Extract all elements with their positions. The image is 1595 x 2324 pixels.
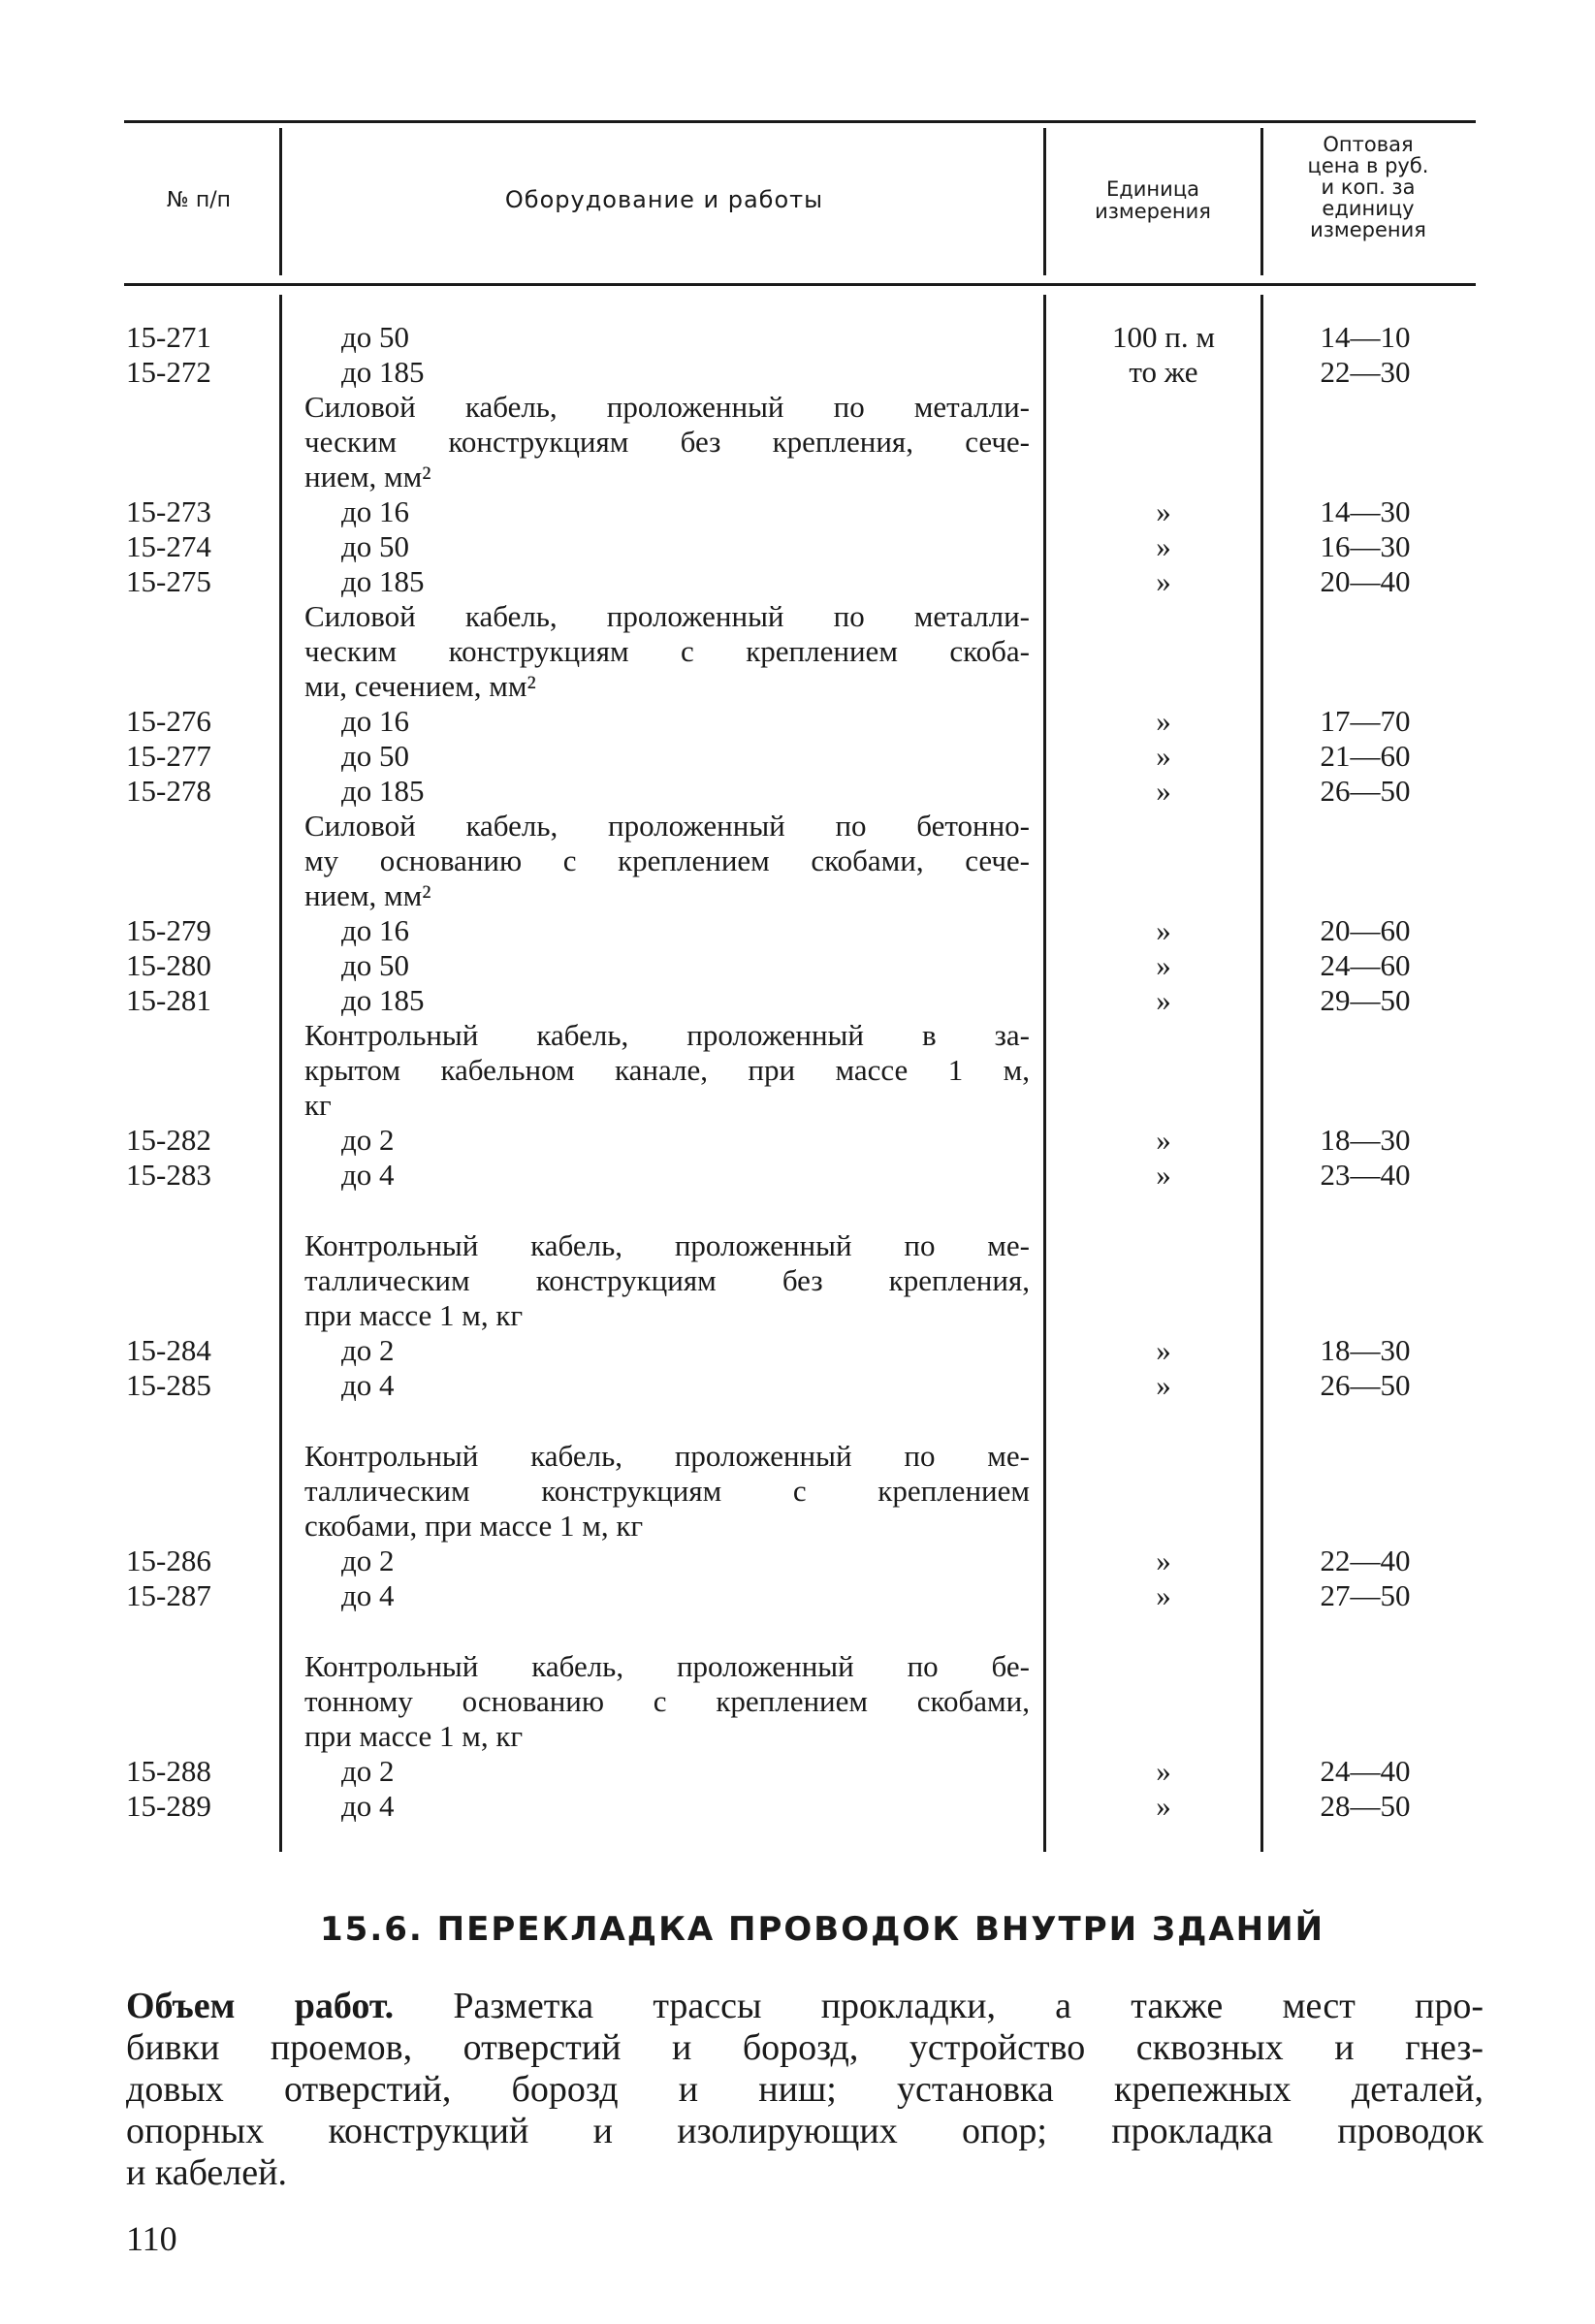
row-unit: » — [1156, 1368, 1171, 1402]
column-divider-2-body — [1043, 295, 1046, 1852]
row-number: 15-271 — [126, 320, 211, 354]
row-number: 15-273 — [126, 494, 211, 528]
row-description: до 2 — [341, 1333, 395, 1367]
group-heading-line: Контрольный кабель, проложенный в за- — [304, 1018, 1030, 1052]
row-price: 18—30 — [1320, 1123, 1411, 1157]
row-description: до 50 — [341, 739, 410, 773]
row-unit: » — [1156, 739, 1171, 773]
row-price: 14—30 — [1320, 494, 1411, 528]
row-unit: » — [1156, 1123, 1171, 1157]
row-unit: » — [1156, 1754, 1171, 1788]
row-description: до 16 — [341, 494, 410, 528]
row-price: 18—30 — [1320, 1333, 1411, 1367]
paragraph-line: и кабелей. — [126, 2152, 287, 2193]
table-top-rule — [124, 120, 1476, 123]
row-unit: » — [1156, 529, 1171, 563]
row-number: 15-282 — [126, 1123, 211, 1157]
row-price: 22—30 — [1320, 355, 1411, 389]
row-description: до 185 — [341, 774, 425, 808]
header-unit-line-2: измерения — [1095, 200, 1211, 223]
row-price: 26—50 — [1320, 1368, 1411, 1402]
group-heading-line: крытом кабельном канале, при массе 1 м, — [304, 1053, 1030, 1087]
row-price: 14—10 — [1320, 320, 1411, 354]
row-price: 28—50 — [1320, 1789, 1411, 1823]
row-description: до 185 — [341, 355, 425, 389]
section-title: 15.6. ПЕРЕКЛАДКА ПРОВОДОК ВНУТРИ ЗДАНИЙ — [320, 1910, 1325, 1949]
row-description: до 4 — [341, 1368, 395, 1402]
row-number: 15-285 — [126, 1368, 211, 1402]
header-price-line-5: измерения — [1310, 218, 1426, 241]
paragraph-line: довых отверстий, борозд и ниш; установка крепежных деталей, — [126, 2069, 1483, 2110]
row-price: 16—30 — [1320, 529, 1411, 563]
row-unit: » — [1156, 1789, 1171, 1823]
row-unit: » — [1156, 564, 1171, 598]
group-heading-line: тонному основанию с креплением скобами, — [304, 1684, 1030, 1718]
row-price: 20—40 — [1320, 564, 1411, 598]
column-divider-3 — [1260, 128, 1263, 275]
row-description: до 50 — [341, 948, 410, 982]
group-heading — [304, 1228, 1030, 1333]
group-heading-line: кг — [304, 1088, 332, 1122]
row-price: 24—60 — [1320, 948, 1411, 982]
row-unit: » — [1156, 1158, 1171, 1192]
row-description: до 4 — [341, 1158, 395, 1192]
row-number: 15-275 — [126, 564, 211, 598]
column-divider-2 — [1043, 128, 1046, 275]
row-number: 15-289 — [126, 1789, 211, 1823]
group-heading-line: нием, мм² — [304, 878, 431, 912]
row-description: до 50 — [341, 320, 410, 354]
row-unit: 100 п. м — [1112, 320, 1215, 354]
group-heading-line: Контрольный кабель, проложенный по ме- — [304, 1228, 1030, 1262]
header-price-line-3: и коп. за — [1321, 175, 1416, 199]
group-heading-line: скобами, при массе 1 м, кг — [304, 1509, 644, 1543]
row-number: 15-278 — [126, 774, 211, 808]
group-heading-line: при массе 1 м, кг — [304, 1298, 524, 1332]
column-divider-1-body — [279, 295, 282, 1852]
row-description: до 2 — [341, 1544, 395, 1577]
row-price: 23—40 — [1320, 1158, 1411, 1192]
row-unit: » — [1156, 1333, 1171, 1367]
column-divider-1 — [279, 128, 282, 275]
row-number: 15-274 — [126, 529, 211, 563]
paragraph-lead: Объем работ. — [126, 1986, 395, 2026]
row-number: 15-288 — [126, 1754, 211, 1788]
row-description: до 185 — [341, 564, 425, 598]
group-heading — [304, 390, 1030, 494]
row-number: 15-277 — [126, 739, 211, 773]
page-number: 110 — [126, 2219, 177, 2258]
group-heading-line: Контрольный кабель, проложенный по ме- — [304, 1439, 1030, 1473]
group-heading-line: му основанию с креплением скобами, сече- — [304, 844, 1030, 877]
group-heading-line: при массе 1 м, кг — [304, 1719, 524, 1753]
header-work: Оборудование и работы — [504, 186, 824, 213]
header-unit-line-1: Единица — [1106, 177, 1199, 201]
row-description: до 16 — [341, 913, 410, 947]
group-heading — [304, 599, 1030, 704]
header-price-line-4: единицу — [1322, 197, 1415, 220]
row-description: до 50 — [341, 529, 410, 563]
row-number: 15-283 — [126, 1158, 211, 1192]
row-description: до 2 — [341, 1123, 395, 1157]
row-description: до 185 — [341, 983, 425, 1017]
row-unit: » — [1156, 1544, 1171, 1577]
row-unit: » — [1156, 948, 1171, 982]
header-number: № п/п — [166, 188, 232, 212]
row-number: 15-287 — [126, 1578, 211, 1612]
group-heading-line: Силовой кабель, проложенный по бетонно- — [304, 809, 1030, 843]
row-price: 21—60 — [1320, 739, 1411, 773]
row-unit: » — [1156, 774, 1171, 808]
row-price: 26—50 — [1320, 774, 1411, 808]
paragraph-line — [126, 1986, 1483, 2027]
row-description: до 4 — [341, 1578, 395, 1612]
header-unit — [1049, 178, 1257, 223]
group-heading-line: Контрольный кабель, проложенный по бе- — [304, 1649, 1030, 1683]
header-price-line-1: Оптовая — [1323, 133, 1414, 156]
row-number: 15-276 — [126, 704, 211, 738]
row-unit: » — [1156, 1578, 1171, 1612]
group-heading — [304, 1649, 1030, 1754]
row-unit: » — [1156, 494, 1171, 528]
section-paragraph — [126, 1986, 1483, 2194]
paragraph-line-text: Разметка трассы прокладки, а также мест про- — [394, 1986, 1483, 2026]
row-unit: то же — [1129, 355, 1198, 389]
group-heading-line: ческим конструкциям без крепления, сече- — [304, 425, 1030, 459]
row-unit: » — [1156, 983, 1171, 1017]
group-heading-line: таллическим конструкциям без крепления, — [304, 1263, 1030, 1297]
row-price: 24—40 — [1320, 1754, 1411, 1788]
row-number: 15-279 — [126, 913, 211, 947]
row-price: 20—60 — [1320, 913, 1411, 947]
group-heading-line: ческим конструкциям с креплением скоба- — [304, 634, 1030, 668]
row-price: 29—50 — [1320, 983, 1411, 1017]
group-heading — [304, 809, 1030, 913]
group-heading — [304, 1439, 1030, 1544]
row-number: 15-286 — [126, 1544, 211, 1577]
row-number: 15-280 — [126, 948, 211, 982]
group-heading-line: ми, сечением, мм² — [304, 669, 536, 703]
table-header-rule — [124, 283, 1476, 286]
group-heading-line: Силовой кабель, проложенный по металли- — [304, 390, 1030, 424]
row-price: 27—50 — [1320, 1578, 1411, 1612]
row-description: до 2 — [341, 1754, 395, 1788]
row-unit: » — [1156, 913, 1171, 947]
row-number: 15-284 — [126, 1333, 211, 1367]
row-price: 22—40 — [1320, 1544, 1411, 1577]
paragraph-line: бивки проемов, отверстий и борозд, устройство сквозных и гнез- — [126, 2027, 1483, 2068]
row-price: 17—70 — [1320, 704, 1411, 738]
paragraph-line: опорных конструкций и изолирующих опор; прокладка проводок — [126, 2111, 1483, 2151]
group-heading-line: Силовой кабель, проложенный по металли- — [304, 599, 1030, 633]
row-unit: » — [1156, 704, 1171, 738]
group-heading-line: таллическим конструкциям с креплением — [304, 1474, 1030, 1508]
row-description: до 4 — [341, 1789, 395, 1823]
row-description: до 16 — [341, 704, 410, 738]
row-number: 15-281 — [126, 983, 211, 1017]
header-price-line-2: цена в руб. — [1307, 154, 1429, 177]
group-heading-line: нием, мм² — [304, 460, 431, 493]
row-number: 15-272 — [126, 355, 211, 389]
header-price — [1266, 134, 1470, 240]
group-heading — [304, 1018, 1030, 1123]
